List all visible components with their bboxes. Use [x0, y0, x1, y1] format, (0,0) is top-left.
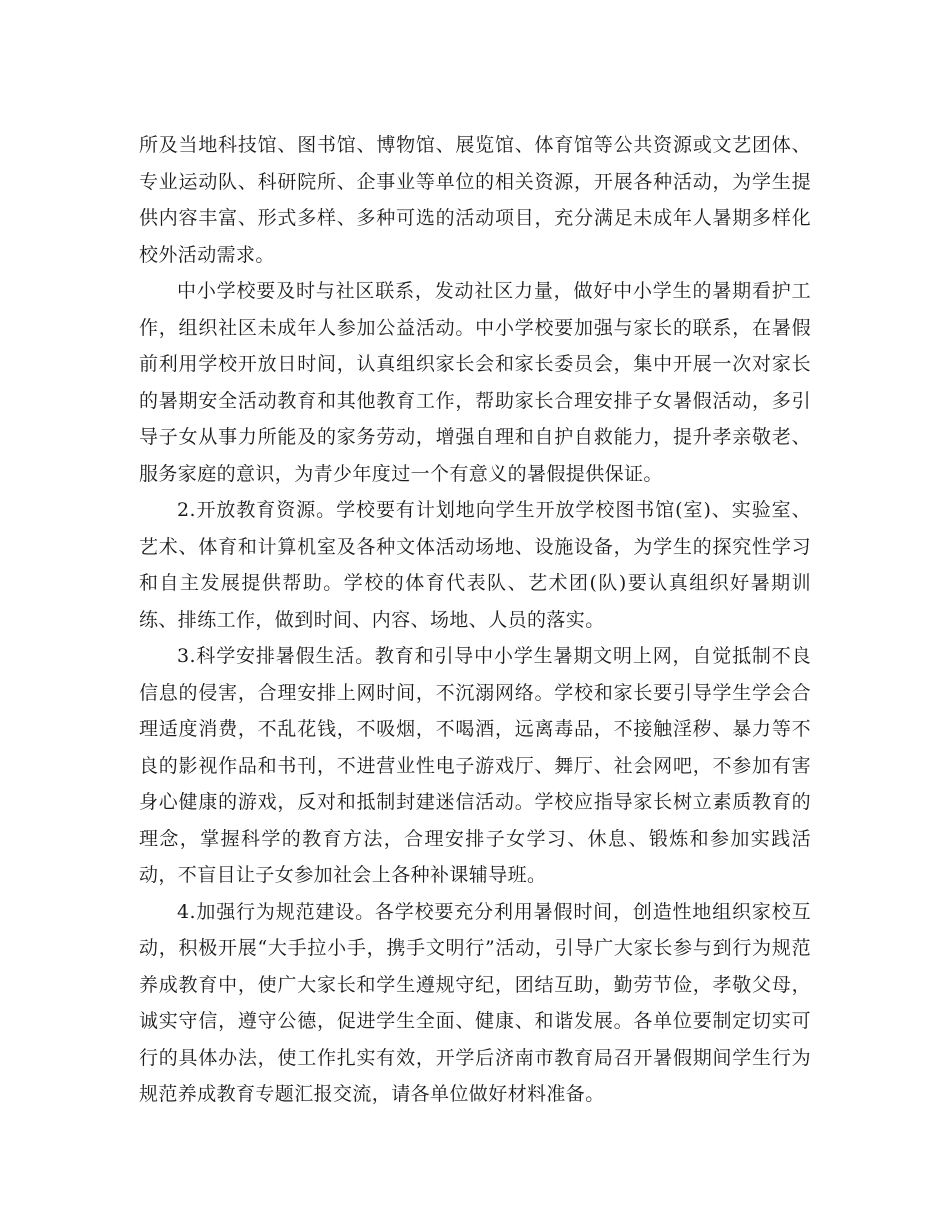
paragraph-summer-life: 3.科学安排暑假生活。教育和引导中小学生暑期文明上网，自觉抵制不良信息的侵害，合理安排上网时间，不沉溺网络。学校和家长要引导学生学会合理适度消费，不乱花钱，不吸烟，不喝酒，远离毒品，不接触淫秽、暴力等不良的影视作品和书刊，不进营业性电子游戏厅、舞厅、社会网吧，不参加有害身心健康的游戏，反对和抵制封建迷信活动。学校应指导家长树立素质教育的理念，掌握科学的教育方法，合理安排子女学习、休息、锻炼和参加实践活动，不盲目让子女参加社会上各种补课辅导班。: [139, 645, 811, 886]
paragraph-continuation: 所及当地科技馆、图书馆、博物馆、展览馆、体育馆等公共资源或文艺团体、专业运动队、科研院所、企事业等单位的相关资源，开展各种活动，为学生提供内容丰富、形式多样、多种可选的活动项目，充分满足未成年人暑期多样化校外活动需求。: [139, 134, 811, 266]
document-body: [139, 127, 811, 1113]
paragraph-community: 中小学校要及时与社区联系，发动社区力量，做好中小学生的暑期看护工作，组织社区未成年人参加公益活动。中小学校要加强与家长的联系，在暑假前利用学校开放日时间，认真组织家长会和家长委员会，集中开展一次对家长的暑期安全活动教育和其他教育工作，帮助家长合理安排子女暑假活动，多引导子女从事力所能及的家务劳动，增强自理和自护自救能力，提升孝亲敬老、服务家庭的意识，为青少年度过一个有意义的暑假提供保证。: [139, 280, 811, 485]
paragraph-behavior-norms: 4.加强行为规范建设。各学校要充分利用暑假时间，创造性地组织家校互动，积极开展“大手拉小手，携手文明行”活动，引导广大家长参与到行为规范养成教育中，使广大家长和学生遵规守纪，团结互助，勤劳节俭，孝敬父母，诚实守信，遵守公德，促进学生全面、健康、和谐发展。各单位要制定切实可行的具体办法，使工作扎实有效，开学后济南市教育局召开暑假期间学生行为规范养成教育专题汇报交流，请各单位做好材料准备。: [139, 900, 811, 1105]
paragraph-open-resources: 2.开放教育资源。学校要有计划地向学生开放学校图书馆(室)、实验室、艺术、体育和计算机室及各种文体活动场地、设施设备，为学生的探究性学习和自主发展提供帮助。学校的体育代表队、艺术团(队)要认真组织好暑期训练、排练工作，做到时间、内容、场地、人员的落实。: [139, 499, 811, 631]
